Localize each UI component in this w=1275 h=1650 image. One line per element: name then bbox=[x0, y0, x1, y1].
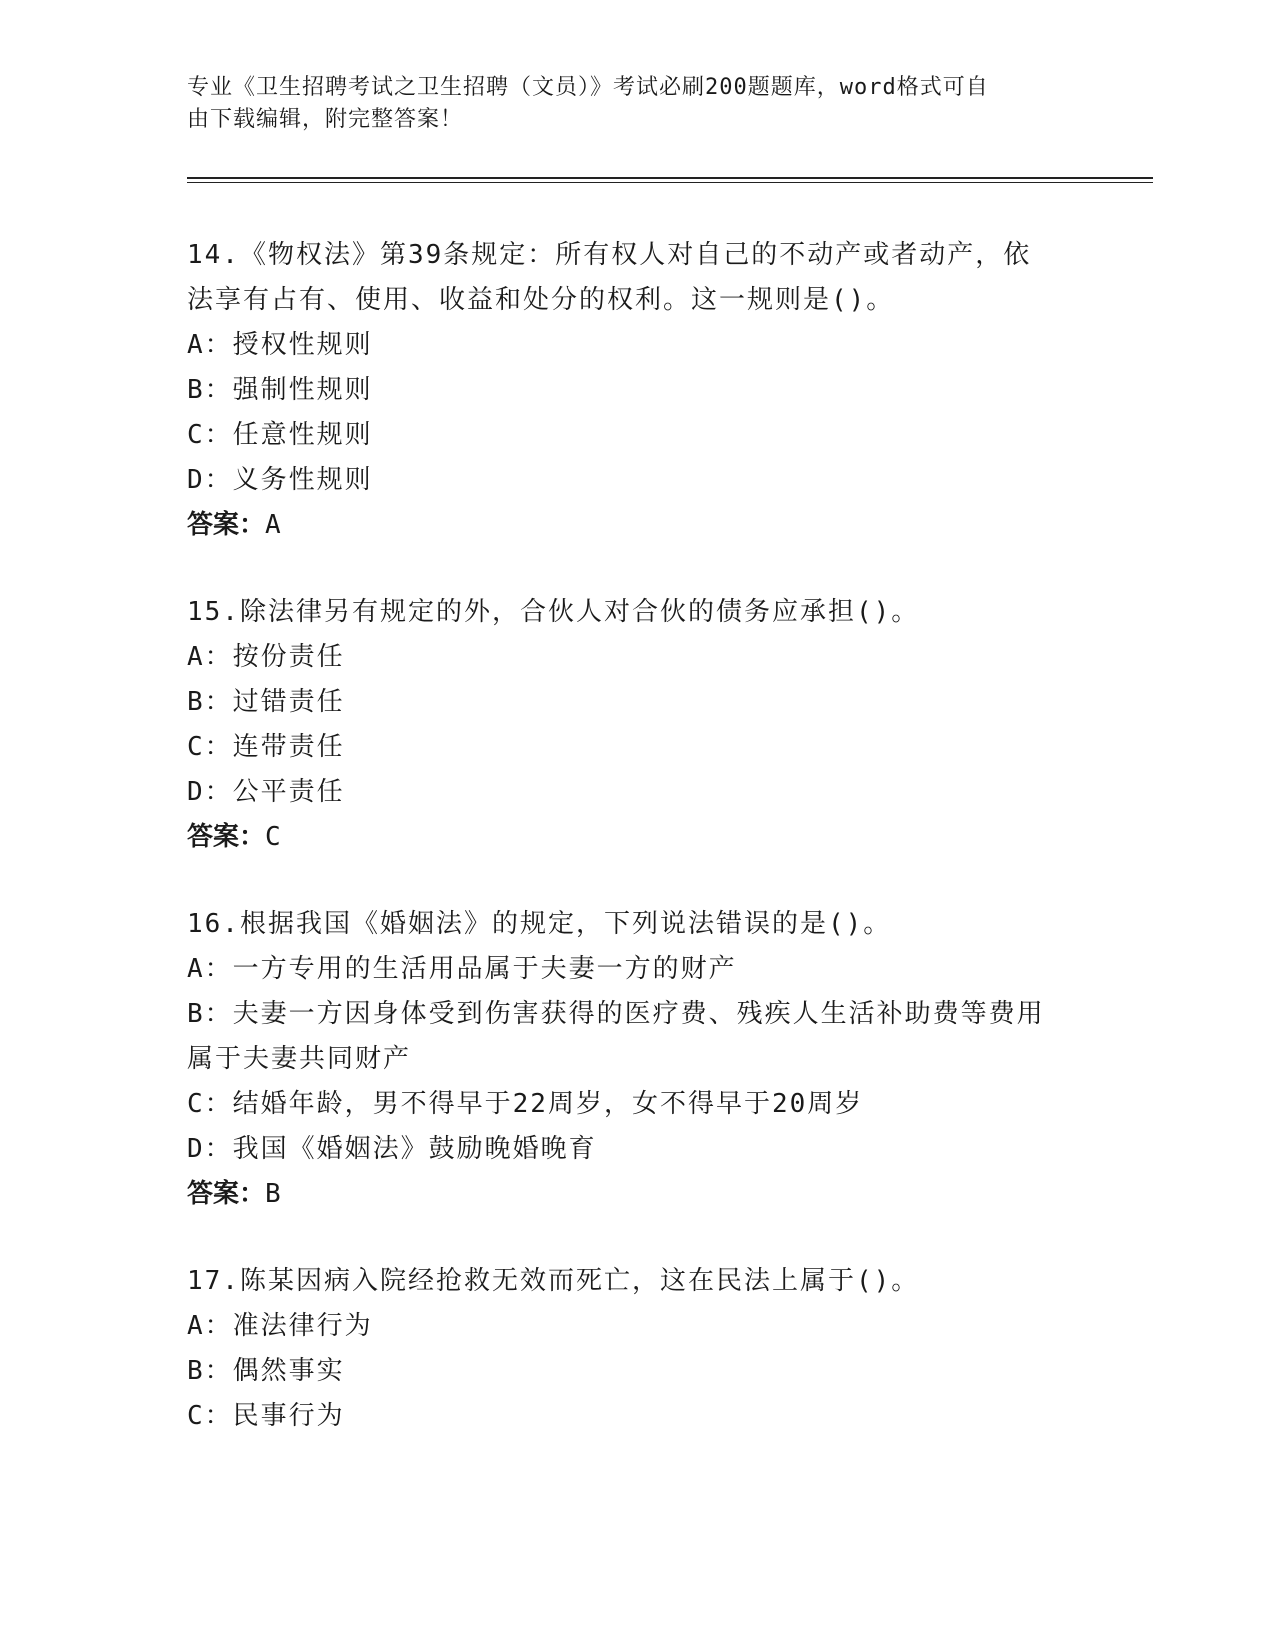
header-divider-thin bbox=[187, 182, 1153, 183]
answer-value: A bbox=[265, 510, 281, 540]
option-c: C：连带责任 bbox=[187, 732, 345, 762]
question-16 bbox=[187, 902, 1087, 1217]
question-stem-continued: 法享有占有、使用、收益和处分的权利。这一规则是()。 bbox=[187, 285, 895, 315]
option-d: D：我国《婚姻法》鼓励晚婚晚育 bbox=[187, 1134, 597, 1164]
question-stem: 16.根据我国《婚姻法》的规定，下列说法错误的是()。 bbox=[187, 909, 892, 939]
option-b: B：偶然事实 bbox=[187, 1356, 345, 1386]
header-divider-thick bbox=[187, 177, 1153, 179]
answer-value: B bbox=[265, 1179, 281, 1209]
document-header bbox=[187, 72, 1067, 136]
answer-label: 答案： bbox=[187, 1179, 266, 1209]
answer-line bbox=[187, 815, 1087, 860]
question-14 bbox=[187, 233, 1087, 548]
answer-line bbox=[187, 503, 1087, 548]
option-c: C：任意性规则 bbox=[187, 420, 373, 450]
option-c: C：结婚年龄，男不得早于22周岁，女不得早于20周岁 bbox=[187, 1089, 864, 1119]
answer-label: 答案： bbox=[187, 510, 266, 540]
option-a: A：按份责任 bbox=[187, 642, 345, 672]
question-stem: 14.《物权法》第39条规定：所有权人对自己的不动产或者动产，依 bbox=[187, 240, 1032, 270]
option-c: C：民事行为 bbox=[187, 1401, 345, 1431]
option-d: D：公平责任 bbox=[187, 777, 345, 807]
question-15 bbox=[187, 590, 1087, 860]
option-b: B：强制性规则 bbox=[187, 375, 373, 405]
question-stem: 15.除法律另有规定的外，合伙人对合伙的债务应承担()。 bbox=[187, 597, 920, 627]
option-d: D：义务性规则 bbox=[187, 465, 373, 495]
option-a: A：一方专用的生活用品属于夫妻一方的财产 bbox=[187, 954, 737, 984]
header-line-2: 由下载编辑，附完整答案！ bbox=[187, 107, 464, 132]
answer-label: 答案： bbox=[187, 822, 266, 852]
option-b: B：夫妻一方因身体受到伤害获得的医疗费、残疾人生活补助费等费用 bbox=[187, 999, 1045, 1029]
option-a: A：授权性规则 bbox=[187, 330, 373, 360]
answer-line bbox=[187, 1172, 1087, 1217]
answer-value: C bbox=[265, 822, 281, 852]
option-b: B：过错责任 bbox=[187, 687, 345, 717]
question-17 bbox=[187, 1259, 1087, 1439]
option-b-continued: 属于夫妻共同财产 bbox=[187, 1044, 412, 1074]
header-line-1: 专业《卫生招聘考试之卫生招聘（文员）》考试必刷200题题库，word格式可自 bbox=[187, 75, 989, 100]
question-list bbox=[187, 233, 1087, 1481]
option-a: A：准法律行为 bbox=[187, 1311, 373, 1341]
question-stem: 17.陈某因病入院经抢救无效而死亡，这在民法上属于()。 bbox=[187, 1266, 920, 1296]
